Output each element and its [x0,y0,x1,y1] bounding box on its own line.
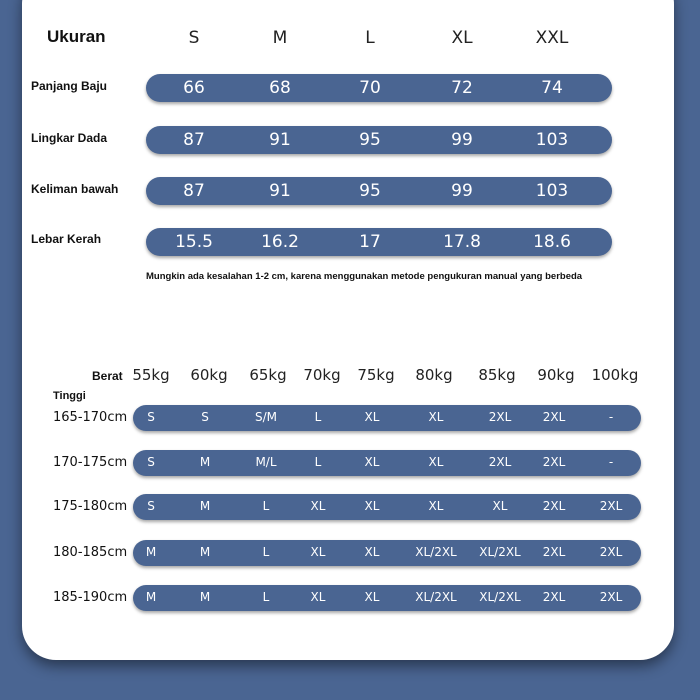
size-recommendation: XL [364,410,380,424]
size-recommendation: 2XL [542,410,566,424]
measurement-label: Panjang Baju [31,79,108,93]
size-recommendation: L [314,410,322,424]
size-recommendation: S [147,410,155,424]
size-recommendation: M/L [255,455,277,469]
measurement-row [146,177,612,205]
measurement-value: 16.2 [261,232,299,252]
weight-header: 65kg [249,366,287,384]
size-recommendation: XL [364,545,380,559]
size-recommendation: 2XL [488,455,512,469]
weight-header: 75kg [357,366,395,384]
weight-header: 60kg [190,366,228,384]
weight-header: 70kg [303,366,341,384]
weight-header: 80kg [415,366,453,384]
size-recommendation-row [133,585,641,611]
size-recommendation: 2XL [542,499,566,513]
measurement-value: 66 [183,78,205,98]
size-recommendation: XL [428,455,444,469]
measurement-value: 103 [535,181,569,201]
size-recommendation: M [199,455,211,469]
height-range-label: 185-190cm [53,590,128,605]
size-recommendation: 2XL [542,590,566,604]
size-header: S [188,28,200,48]
size-recommendation: XL/2XL [415,590,457,604]
weight-header-label: Berat [92,369,123,383]
measurement-value: 15.5 [175,232,213,252]
size-recommendation: XL/2XL [479,545,521,559]
size-recommendation-row [133,494,641,520]
measurement-value: 99 [451,181,473,201]
measurement-value: 68 [269,78,291,98]
size-recommendation: XL [364,455,380,469]
size-table-title: Ukuran [47,27,106,46]
size-recommendation: M [199,499,211,513]
size-recommendation-row [133,540,641,566]
height-range-label: 165-170cm [53,410,128,425]
size-header: M [272,28,288,48]
measurement-value: 72 [451,78,473,98]
measurement-value: 70 [359,78,381,98]
size-recommendation: XL [310,545,326,559]
height-range-label: 180-185cm [53,545,128,560]
size-recommendation: L [262,499,270,513]
measurement-value: 99 [451,130,473,150]
size-recommendation: 2XL [488,410,512,424]
size-recommendation: L [262,590,270,604]
weight-header: 90kg [537,366,575,384]
size-recommendation: - [608,455,614,469]
measurement-row [146,74,612,102]
size-recommendation: XL [310,499,326,513]
size-recommendation: M [199,545,211,559]
size-recommendation: 2XL [599,590,623,604]
size-recommendation: 2XL [542,545,566,559]
size-recommendation: S/M [254,410,277,424]
measurement-value: 87 [183,130,205,150]
height-range-label: 175-180cm [53,499,128,514]
size-recommendation: 2XL [599,499,623,513]
size-recommendation: - [608,410,614,424]
size-recommendation-row [133,405,641,431]
size-recommendation: XL/2XL [479,590,521,604]
size-header: L [365,28,375,48]
size-recommendation: XL [428,499,444,513]
measurement-label: Lebar Kerah [31,232,102,246]
size-recommendation: 2XL [599,545,623,559]
size-header: XL [451,28,473,48]
measurement-value: 17.8 [443,232,481,252]
size-recommendation: S [147,499,155,513]
measurement-value: 91 [269,181,291,201]
size-recommendation: L [314,455,322,469]
weight-header: 85kg [478,366,516,384]
measurement-value: 95 [359,130,381,150]
size-recommendation: M [145,590,157,604]
height-header-label: Tinggi [53,390,86,402]
measurement-value: 17 [359,232,381,252]
size-recommendation: M [199,590,211,604]
size-recommendation: XL [364,590,380,604]
size-recommendation: S [201,410,209,424]
size-recommendation: XL [310,590,326,604]
size-recommendation: XL/2XL [415,545,457,559]
measurement-value: 103 [535,130,569,150]
measurement-value: 95 [359,181,381,201]
measurement-note: Mungkin ada kesalahan 1-2 cm, karena menggunakan metode pengukuran manual yang berbeda [146,271,583,282]
measurement-value: 74 [541,78,563,98]
measurement-label: Lingkar Dada [31,131,108,145]
measurement-row [146,228,612,256]
weight-header: 100kg [591,366,639,384]
size-recommendation: 2XL [542,455,566,469]
size-header: XXL [535,28,569,48]
measurement-value: 87 [183,181,205,201]
size-recommendation-row [133,450,641,476]
weight-header: 55kg [132,366,170,384]
size-recommendation: XL [492,499,508,513]
measurement-value: 18.6 [533,232,571,252]
size-recommendation: L [262,545,270,559]
size-recommendation: M [145,545,157,559]
size-recommendation: XL [428,410,444,424]
size-recommendation: XL [364,499,380,513]
height-range-label: 170-175cm [53,455,128,470]
measurement-value: 91 [269,130,291,150]
size-recommendation: S [147,455,155,469]
measurement-label: Keliman bawah [31,182,119,196]
measurement-row [146,126,612,154]
